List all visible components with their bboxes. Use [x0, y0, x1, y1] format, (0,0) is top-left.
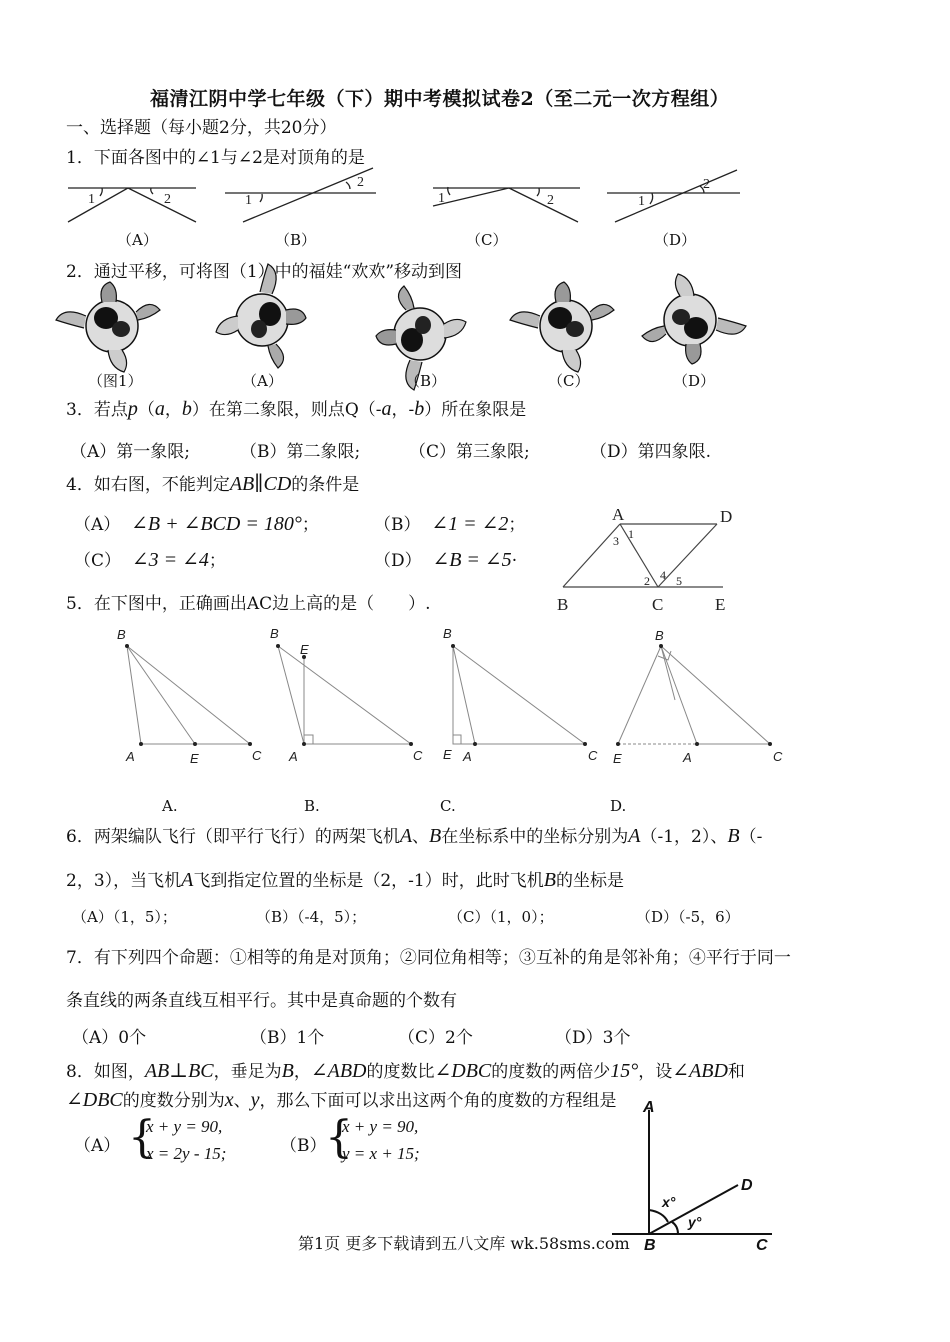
- q1c-angle2: 2: [547, 193, 554, 208]
- q8-option-b-label: （B）: [280, 1136, 327, 1156]
- q8-option-a-eq1: x + y = 90,: [146, 1117, 223, 1136]
- q3-option-a: （A）第一象限;: [70, 442, 191, 462]
- q6-line2: 2，3），当飞机A飞到指定位置的坐标是（2，-1）时，此时飞机B的坐标是: [66, 869, 624, 891]
- q5-option-c: C.: [440, 797, 456, 815]
- q4-pt-e: E: [715, 595, 726, 614]
- svg-text:C: C: [413, 748, 423, 763]
- q4-stem: 4．如右图，不能判定AB∥CD的条件是: [66, 473, 360, 495]
- q1d-angle1: 1: [638, 194, 645, 209]
- svg-text:B: B: [655, 628, 664, 643]
- svg-text:E: E: [190, 751, 199, 766]
- q1c-angle1: 1: [438, 191, 445, 206]
- svg-text:C: C: [588, 748, 598, 763]
- section-heading: 一、选择题（每小题2分，共20分）: [66, 118, 337, 138]
- q2-caption-b: （B）: [405, 372, 447, 390]
- q7-option-c: （C）2个: [398, 1028, 473, 1048]
- paper-title: 福清江阴中学七年级（下）期中考模拟试卷2（至二元一次方程组）: [150, 88, 730, 110]
- svg-text:B: B: [270, 626, 279, 641]
- q4-angle-2: 2: [644, 574, 650, 588]
- q8-option-a-label: （A）: [74, 1136, 121, 1156]
- q1a-angle2: 2: [164, 192, 171, 207]
- q6-option-b: （B）（-4，5）；: [256, 908, 367, 926]
- q2-stem: 2．通过平移，可将图（1）中的福娃“欢欢”移动到图: [66, 262, 463, 282]
- svg-text:A: A: [289, 749, 298, 764]
- q8-pt-a: A: [643, 1099, 655, 1116]
- svg-text:B: B: [443, 626, 452, 641]
- q4-angle-4: 4: [660, 568, 666, 582]
- q3-option-b: （B）第二象限;: [240, 442, 361, 462]
- svg-text:C: C: [773, 749, 783, 764]
- q2-caption-d: （D）: [673, 372, 716, 390]
- q8-pt-d: D: [741, 1177, 753, 1194]
- svg-text:A: A: [463, 749, 472, 764]
- q4-option-c: （C） ∠3 = ∠4；: [74, 549, 226, 571]
- q8-option-b-eq2: y = x + 15;: [342, 1144, 420, 1163]
- q6-option-c: （C）（1，0）；: [448, 908, 554, 926]
- q4-option-b: （B） ∠1 = ∠2；: [374, 513, 526, 535]
- q8-option-b-brace: {: [325, 1112, 353, 1163]
- svg-text:A: A: [126, 749, 135, 764]
- q1a-angle1: 1: [88, 192, 95, 207]
- q7-option-d: （D）3个: [555, 1028, 631, 1048]
- svg-text:C: C: [252, 748, 262, 763]
- q1b-angle1: 1: [245, 193, 252, 208]
- q6-line1: 6．两架编队飞行（即平行飞行）的两架飞机A、B在坐标系中的坐标分别为A（-1，2）、B（-: [66, 825, 763, 847]
- q8-option-b-eq1: x + y = 90,: [342, 1117, 419, 1136]
- q1-option-d: （D）: [654, 231, 697, 249]
- q7-option-b: （B）1个: [250, 1028, 325, 1048]
- q5-option-b: B.: [304, 797, 320, 815]
- q2-caption-figure1: （图1）: [88, 372, 143, 390]
- q7-line1: 7．有下列四个命题：①相等的角是对顶角；②同位角相等；③互补的角是邻补角；④平行于同一: [66, 948, 791, 968]
- q6-option-d: （D）（-5，6）: [636, 908, 740, 926]
- q8-option-a-brace: {: [128, 1112, 156, 1163]
- q7-option-a: （A）0个: [72, 1028, 147, 1048]
- svg-text:B: B: [117, 627, 126, 642]
- q8-line1: 8．如图，AB⊥BC，垂足为B，∠ABD的度数比∠DBC的度数的两倍少15°，设∠ABD和: [66, 1060, 745, 1082]
- q4-pt-b: B: [557, 595, 569, 614]
- q6-option-a: （A）（1，5）；: [72, 908, 177, 926]
- q4-angle-5: 5: [676, 574, 682, 588]
- q7-line2: 条直线的两条直线互相平行。其中是真命题的个数有: [66, 991, 457, 1011]
- q1d-angle2: 2: [703, 177, 710, 192]
- q8-pt-c: C: [756, 1237, 768, 1254]
- q5-option-d: D.: [610, 797, 627, 815]
- svg-text:E: E: [300, 642, 309, 657]
- q1-stem: 1．下面各图中的∠1与∠2是对顶角的是: [66, 148, 365, 168]
- q8-pt-b: B: [644, 1237, 656, 1254]
- page-footer: 第1页 更多下载请到五八文库 wk.58sms.com: [298, 1234, 630, 1253]
- q4-angle-3: 3: [613, 534, 619, 548]
- q5-option-a: A.: [162, 797, 178, 815]
- q8-option-a-eq2: x = 2y - 15;: [146, 1144, 227, 1163]
- q4-pt-a: A: [612, 505, 625, 524]
- q3-option-d: （D）第四象限.: [590, 442, 712, 462]
- q8-angle-x: x°: [662, 1194, 676, 1210]
- svg-text:E: E: [443, 747, 452, 762]
- q4-pt-d: D: [720, 507, 733, 526]
- q2-caption-a: （A）: [242, 372, 283, 390]
- q1b-angle2: 2: [357, 175, 364, 190]
- q8-angle-y: y°: [688, 1214, 702, 1230]
- q4-angle-1: 1: [628, 527, 634, 541]
- q3-stem: 3．若点p（a，b）在第二象限，则点Q（-a，-b）所在象限是: [66, 398, 527, 420]
- q4-option-a: （A） ∠B + ∠BCD = 180°；: [74, 513, 319, 535]
- q1-option-c: （C）: [466, 231, 508, 249]
- svg-text:E: E: [613, 751, 622, 766]
- q3-option-c: （C）第三象限;: [409, 442, 530, 462]
- q5-stem: 5．在下图中，正确画出AC边上高的是（ ）.: [66, 594, 431, 614]
- q1-option-b: （B）: [275, 231, 317, 249]
- svg-text:A: A: [683, 750, 692, 765]
- q4-pt-c: C: [652, 595, 664, 614]
- q1-option-a: （A）: [117, 231, 158, 249]
- q4-option-d: （D） ∠B = ∠5·: [374, 549, 518, 571]
- q2-caption-c: （C）: [548, 372, 590, 390]
- q8-line2: ∠DBC的度数分别为x、y，那么下面可以求出这两个角的度数的方程组是: [66, 1089, 617, 1111]
